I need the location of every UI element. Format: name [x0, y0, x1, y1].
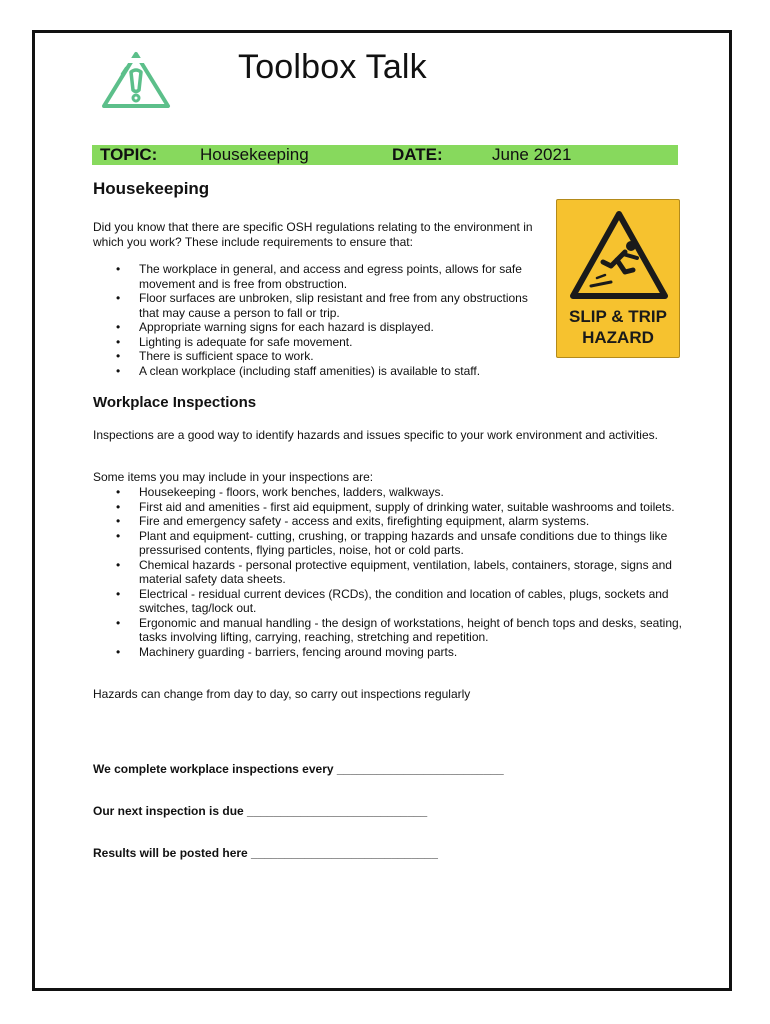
- sign-line-1: SLIP & TRIP: [569, 307, 667, 326]
- list-item: • Ergonomic and manual handling - the design of workstations, height of bench tops and desks, seating, tasks involving lifting, carrying, reaching, stretching and repetition.: [93, 616, 683, 645]
- inspections-intro: Inspections are a good way to identify hazards and issues specific to your work environment and activities.: [93, 428, 658, 442]
- list-item: • Appropriate warning signs for each hazard is displayed.: [93, 320, 543, 335]
- inspection-frequency-field[interactable]: We complete workplace inspections every _________________________: [93, 762, 504, 776]
- list-item: • Housekeeping - floors, work benches, ladders, walkways.: [93, 485, 683, 500]
- date-label: DATE:: [392, 145, 443, 164]
- page-title: Toolbox Talk: [238, 48, 427, 86]
- list-item: • Lighting is adequate for safe movement.: [93, 335, 543, 350]
- list-item: • Chemical hazards - personal protective equipment, ventilation, labels, containers, storage, signs and material safety data sheets.: [93, 558, 683, 587]
- sign-line-2: HAZARD: [582, 328, 654, 347]
- list-item: • Electrical - residual current devices (RCDs), the condition and location of cables, plugs, sockets and switches, tag/lock out.: [93, 587, 683, 616]
- section-heading-inspections: Workplace Inspections: [93, 394, 257, 411]
- next-inspection-field[interactable]: Our next inspection is due ___________________________: [93, 804, 428, 818]
- housekeeping-intro: Did you know that there are specific OSH regulations relating to the environment in which you work? These include requirements to ensure that:: [93, 220, 533, 249]
- list-item: • A clean workplace (including staff amenities) is available to staff.: [93, 364, 543, 379]
- list-item: • First aid and amenities - first aid equipment, supply of drinking water, suitable washrooms and toilets.: [93, 500, 683, 515]
- topic-bar: [92, 145, 678, 165]
- warning-logo-icon: [100, 50, 172, 110]
- section-heading-housekeeping: Housekeeping: [93, 179, 210, 198]
- topic-label: TOPIC:: [100, 145, 158, 164]
- inspections-closing: Hazards can change from day to day, so carry out inspections regularly: [93, 687, 471, 701]
- slip-trip-hazard-sign: [556, 199, 680, 358]
- list-item: • Floor surfaces are unbroken, slip resistant and free from any obstructions that may cause a person to fall or trip.: [93, 291, 543, 320]
- list-item: • There is sufficient space to work.: [93, 349, 543, 364]
- topic-value: Housekeeping: [200, 145, 309, 164]
- list-item: • Plant and equipment- cutting, crushing, or trapping hazards and unsafe conditions due to things like pressurised contents, flying particles, noise, hot or cold parts.: [93, 529, 683, 558]
- inspections-lead: Some items you may include in your inspections are:: [93, 470, 374, 484]
- slip-hazard-icon: [567, 208, 671, 304]
- results-posted-field[interactable]: Results will be posted here ____________________________: [93, 846, 438, 860]
- date-value: June 2021: [492, 145, 572, 164]
- inspections-list: [93, 485, 683, 659]
- list-item: • The workplace in general, and access and egress points, allows for safe movement and is free from obstruction.: [93, 262, 543, 291]
- housekeeping-list: [93, 262, 543, 378]
- list-item: • Fire and emergency safety - access and exits, firefighting equipment, alarm systems.: [93, 514, 683, 529]
- list-item: • Machinery guarding - barriers, fencing around moving parts.: [93, 645, 683, 660]
